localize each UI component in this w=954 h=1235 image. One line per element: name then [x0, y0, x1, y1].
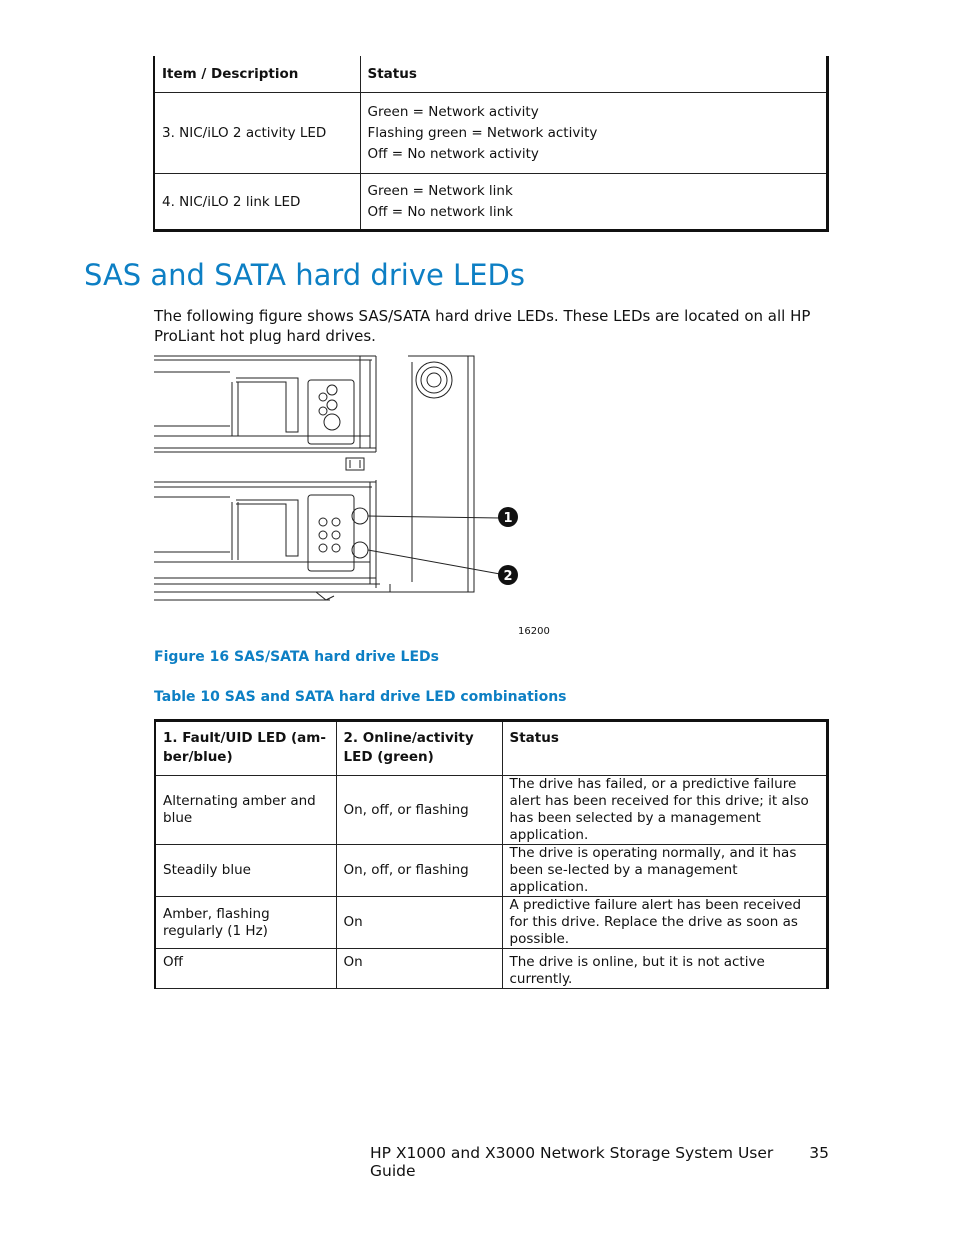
cell-fault-uid: Alternating amber and blue — [155, 776, 336, 845]
drive-top — [154, 356, 376, 452]
callout-1 — [498, 507, 518, 527]
cell-status: A predictive failure alert has been received for this drive. Replace the drive as soon as possible. — [502, 897, 828, 949]
callout-2 — [498, 565, 518, 585]
row-status — [360, 174, 828, 231]
cell-online-activity: On — [336, 949, 502, 989]
row-item: 4. NIC/iLO 2 link LED — [154, 174, 360, 231]
section-intro: The following figure shows SAS/SATA hard drive LEDs. These LEDs are located on all HP ProLiant hot plug hard drives. — [154, 307, 811, 345]
callout-2-label: 2 — [503, 569, 513, 584]
page-number: 35 — [809, 1144, 829, 1162]
cell-online-activity: On, off, or flashing — [336, 845, 502, 897]
header-online-activity: 2. Online/activity LED (green) — [336, 721, 502, 776]
cell-fault-uid: Amber, flashing regularly (1 Hz) — [155, 897, 336, 949]
callout-1-label: 1 — [503, 511, 513, 526]
status-line: Off = No network link — [367, 203, 513, 220]
table-header-row — [155, 721, 828, 776]
table-caption: Table 10 SAS and SATA hard drive LED combinations — [154, 689, 567, 705]
drive-bottom — [154, 480, 390, 600]
row-item: 3. NIC/iLO 2 activity LED — [154, 93, 360, 174]
led-combination-table — [154, 719, 829, 989]
row-status — [360, 93, 828, 174]
callout-lines — [368, 516, 500, 574]
hard-drive-led-figure — [150, 352, 550, 642]
status-line: Green = Network activity — [367, 103, 539, 120]
figure-caption: Figure 16 SAS/SATA hard drive LEDs — [154, 649, 439, 665]
status-line: Flashing green = Network activity — [367, 124, 598, 141]
section-title: SAS and SATA hard drive LEDs — [84, 258, 525, 292]
cell-status: The drive is operating normally, and it has been se-lected by a management application. — [502, 845, 828, 897]
header-fault-uid: 1. Fault/UID LED (am-ber/blue) — [155, 721, 336, 776]
header-status: Status — [360, 56, 828, 93]
table-row — [155, 897, 828, 949]
header-status: Status — [502, 721, 828, 776]
table-row — [155, 776, 828, 845]
guide-title: HP X1000 and X3000 Network Storage System User Guide — [370, 1144, 774, 1180]
table-row — [154, 93, 828, 174]
cell-fault-uid: Steadily blue — [155, 845, 336, 897]
header-item: Item / Description — [154, 56, 360, 93]
table-row — [155, 845, 828, 897]
status-line: Off = No network activity — [367, 145, 539, 162]
cell-online-activity: On — [336, 897, 502, 949]
cell-online-activity: On, off, or flashing — [336, 776, 502, 845]
table-row — [155, 949, 828, 989]
figure-id-label: 16200 — [518, 626, 550, 637]
cell-status: The drive has failed, or a predictive failure alert has been received for this drive; it also has been selected by a management application. — [502, 776, 828, 845]
table-row — [154, 174, 828, 231]
nic-led-table — [153, 56, 829, 232]
cell-status: The drive is online, but it is not active currently. — [502, 949, 828, 989]
page-footer — [370, 1144, 829, 1180]
status-line: Green = Network link — [367, 182, 513, 199]
cell-fault-uid: Off — [155, 949, 336, 989]
